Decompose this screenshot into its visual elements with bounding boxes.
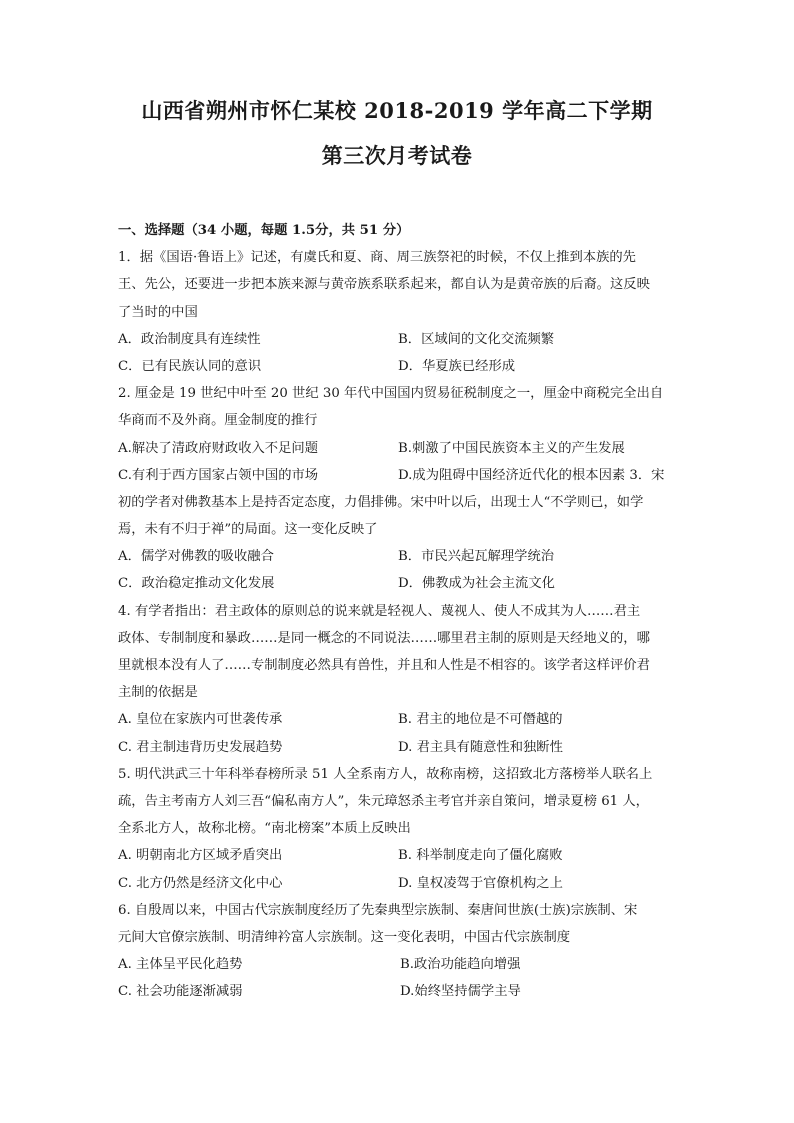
question-3 xyxy=(118,489,678,598)
question-6 xyxy=(118,897,678,1006)
question-text: 4. 有学者指出：君主政体的原则总的说来就是轻视人、蔑视人、使人不成其为人……君主 xyxy=(118,603,641,619)
exam-title-line1: 山西省朔州市怀仁某校 2018-2019 学年高二下学期 xyxy=(141,98,653,123)
option-c: C. 北方仍然是经济文化中心 xyxy=(118,875,283,891)
question-text: 6. 自殷周以来，中国古代宗族制度经历了先秦典型宗族制、秦唐间世族(士族)宗族制、宋 xyxy=(118,902,638,918)
question-text: 焉，未有不归于禅”的局面。这一变化反映了 xyxy=(118,522,378,538)
option-b: B．区域间的文化交流频繁 xyxy=(398,331,555,347)
option-d: D．佛教成为社会主流文化 xyxy=(398,576,555,592)
option-a: A．儒学对佛教的吸收融合 xyxy=(118,549,274,565)
option-a: A. 皇位在家族内可世袭传承 xyxy=(118,712,283,728)
question-text: 里就根本没有人了……专制制度必然具有兽性，并且和人性是不相容的。该学者这样评价君 xyxy=(118,658,650,673)
question-text: 2. 厘金是 19 世纪中叶至 20 世纪 30 年代中国国内贸易征税制度之一，厘金中商税完全出自 xyxy=(118,386,664,402)
section-heading: 一、选择题（34 小题，每题 1.5分，共 51 分） xyxy=(118,223,410,238)
question-text: 疏，告主考南方人刘三吾“偏私南方人”，朱元璋怒杀主考官并亲自策问，增录夏榜 61 人， xyxy=(118,793,649,809)
option-b: B.政治功能趋向增强 xyxy=(400,957,521,973)
option-c: C.有利于西方国家占领中国的市场 xyxy=(118,467,319,483)
option-c: C．已有民族认同的意识 xyxy=(118,358,262,374)
option-b: B．市民兴起瓦解理学统治 xyxy=(398,549,555,565)
option-d: D.始终坚持儒学主导 xyxy=(400,984,521,1000)
option-a: A. 明朝南北方区域矛盾突出 xyxy=(118,848,283,864)
option-d: D．华夏族已经形成 xyxy=(398,358,516,374)
option-a: A. 主体呈平民化趋势 xyxy=(118,957,243,973)
question-text: 政体、专制制度和暴政……是同一概念的不同说法……哪里君主制的原则是天经地义的，哪 xyxy=(118,630,650,646)
question-text: 全系北方人，故称北榜。“南北榜案”本质上反映出 xyxy=(118,821,411,837)
question-text: 华商而不及外商。厘金制度的推行 xyxy=(118,413,318,429)
question-text: 主制的依据是 xyxy=(118,685,198,701)
question-text: 王、先公，还要进一步把本族来源与黄帝族系联系起来，都自认为是黄帝族的后裔。这反映 xyxy=(118,277,650,293)
option-d: D. 君主具有随意性和独断性 xyxy=(398,739,563,755)
question-2 xyxy=(118,380,678,489)
option-c: C．政治稳定推动文化发展 xyxy=(118,576,275,592)
exam-content xyxy=(118,217,678,1005)
option-a: A．政治制度具有连续性 xyxy=(118,331,261,347)
option-b: B. 科举制度走向了僵化腐败 xyxy=(398,848,563,864)
question-text: 1．据《国语·鲁语上》记述，有虞氏和夏、商、周三族祭祀的时候，不仅上推到本族的先 xyxy=(118,250,636,266)
question-text: 初的学者对佛教基本上是持否定态度，力倡排佛。宋中叶以后，出现士人“不学则已，如学 xyxy=(118,494,644,510)
question-text: 5. 明代洪武三十年科举春榜所录 51 人全系南方人，故称南榜，这招致北方落榜举人联名上 xyxy=(118,766,653,782)
option-d: D. 皇权凌驾于官僚机构之上 xyxy=(398,875,563,891)
question-1 xyxy=(118,244,678,380)
question-text: 了当时的中国 xyxy=(118,304,198,320)
option-c: C. 社会功能逐渐减弱 xyxy=(118,984,243,1000)
exam-title-line2: 第三次月考试卷 xyxy=(321,143,473,168)
question-text: 元间大官僚宗族制、明清绅衿富人宗族制。这一变化表明，中国古代宗族制度 xyxy=(118,929,571,945)
option-c: C. 君主制违背历史发展趋势 xyxy=(118,739,283,755)
question-5 xyxy=(118,761,678,897)
option-a: A.解决了清政府财政收入不足问题 xyxy=(118,440,318,456)
option-b: B. 君主的地位是不可僭越的 xyxy=(398,712,563,728)
option-d: D.成为阻碍中国经济近代化的根本因素 3．宋 xyxy=(398,467,665,483)
question-4 xyxy=(118,598,678,761)
option-b: B.刺激了中国民族资本主义的产生发展 xyxy=(398,440,625,456)
